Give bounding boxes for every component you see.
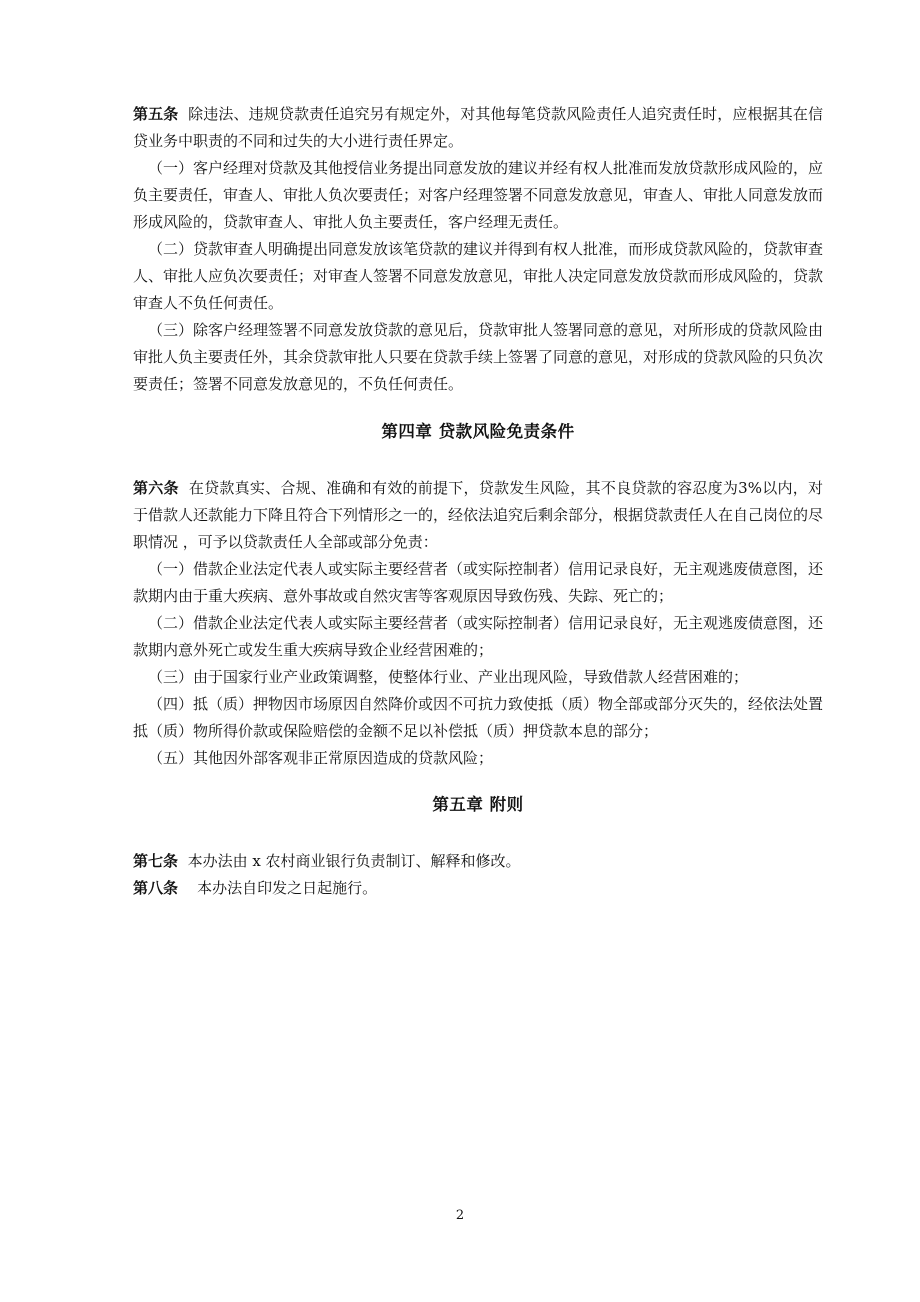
article-6: [133, 475, 823, 556]
chapter-4-heading: 第四章 贷款风险免责条件: [381, 422, 575, 441]
page-number: 2: [455, 1208, 465, 1223]
article-6-item-1: （一）借款企业法定代表人或实际主要经营者（或实际控制者）信用记录良好，无主观逃废债意图，还款期内由于重大疾病、意外事故或自然灾害等客观原因导致伤残、失踪、死亡的；: [133, 560, 824, 605]
article-7-text: 本办法由 x 农村商业银行负责制订、解释和修改。: [187, 852, 521, 870]
article-7: [133, 848, 823, 875]
article-5-item-2: （二）贷款审查人明确提出同意发放该笔贷款的建议并得到有权人批准，而形成贷款风险的，贷款审查人、审批人应负次要责任；对审查人签署不同意发放意见，审批人决定同意发放贷款而形成风险的，贷款审查人不负任何责任。: [133, 240, 824, 312]
article-6-text: 在贷款真实、合规、准确和有效的前提下，贷款发生风险，其不良贷款的容忍度为3%以内，对于借款人还款能力下降且符合下列情形之一的，经依法追究后剩余部分，根据贷款责任人在自己岗位的尽职情况 ，可予以贷款责任人全部或部分免责：: [133, 479, 824, 551]
article-5-label: 第五条: [133, 105, 179, 123]
article-5-item-3: （三）除客户经理签署不同意发放贷款的意见后，贷款审批人签署同意的意见，对所形成的贷款风险由审批人负主要责任外，其余贷款审批人只要在贷款手续上签署了同意的意见，对形成的贷款风险的只负次要责任；签署不同意发放意见的，不负任何责任。: [133, 321, 824, 393]
chapter-5-heading: 第五章 附则: [432, 795, 524, 814]
document-body: [133, 101, 823, 902]
article-6-item-4: （四）抵（质）押物因市场原因自然降价或因不可抗力致使抵（质）物全部或部分灭失的，经依法处置抵（质）物所得价款或保险赔偿的金额不足以补偿抵（质）押贷款本息的部分；: [133, 695, 824, 740]
article-6-label: 第六条: [133, 479, 179, 497]
article-8: [133, 875, 823, 902]
article-5-text: 除违法、违规贷款责任追究另有规定外，对其他每笔贷款风险责任人追究责任时，应根据其在信贷业务中职责的不同和过失的大小进行责任界定。: [133, 105, 823, 150]
article-5: [133, 101, 823, 155]
article-7-label: 第七条: [133, 852, 179, 870]
article-6-item-3: （三）由于国家行业产业政策调整，使整体行业、产业出现风险，导致借款人经营困难的；: [148, 668, 749, 686]
article-6-item-2: （二）借款企业法定代表人或实际主要经营者（或实际控制者）信用记录良好，无主观逃废债意图，还款期内意外死亡或发生重大疾病导致企业经营困难的；: [133, 614, 824, 659]
article-8-label: 第八条: [133, 879, 179, 897]
article-5-item-1: （一）客户经理对贷款及其他授信业务提出同意发放的建议并经有权人批准而发放贷款形成风险的，应负主要责任，审查人、审批人负次要责任；对客户经理签署不同意发放意见，审查人、审批人同意发放而形成风险的，贷款审查人、审批人负主要责任，客户经理无责任。: [133, 159, 824, 231]
article-6-item-5: （五）其他因外部客观非正常原因造成的贷款风险；: [148, 749, 494, 767]
article-8-text: 本办法自印发之日起施行。: [187, 879, 378, 897]
